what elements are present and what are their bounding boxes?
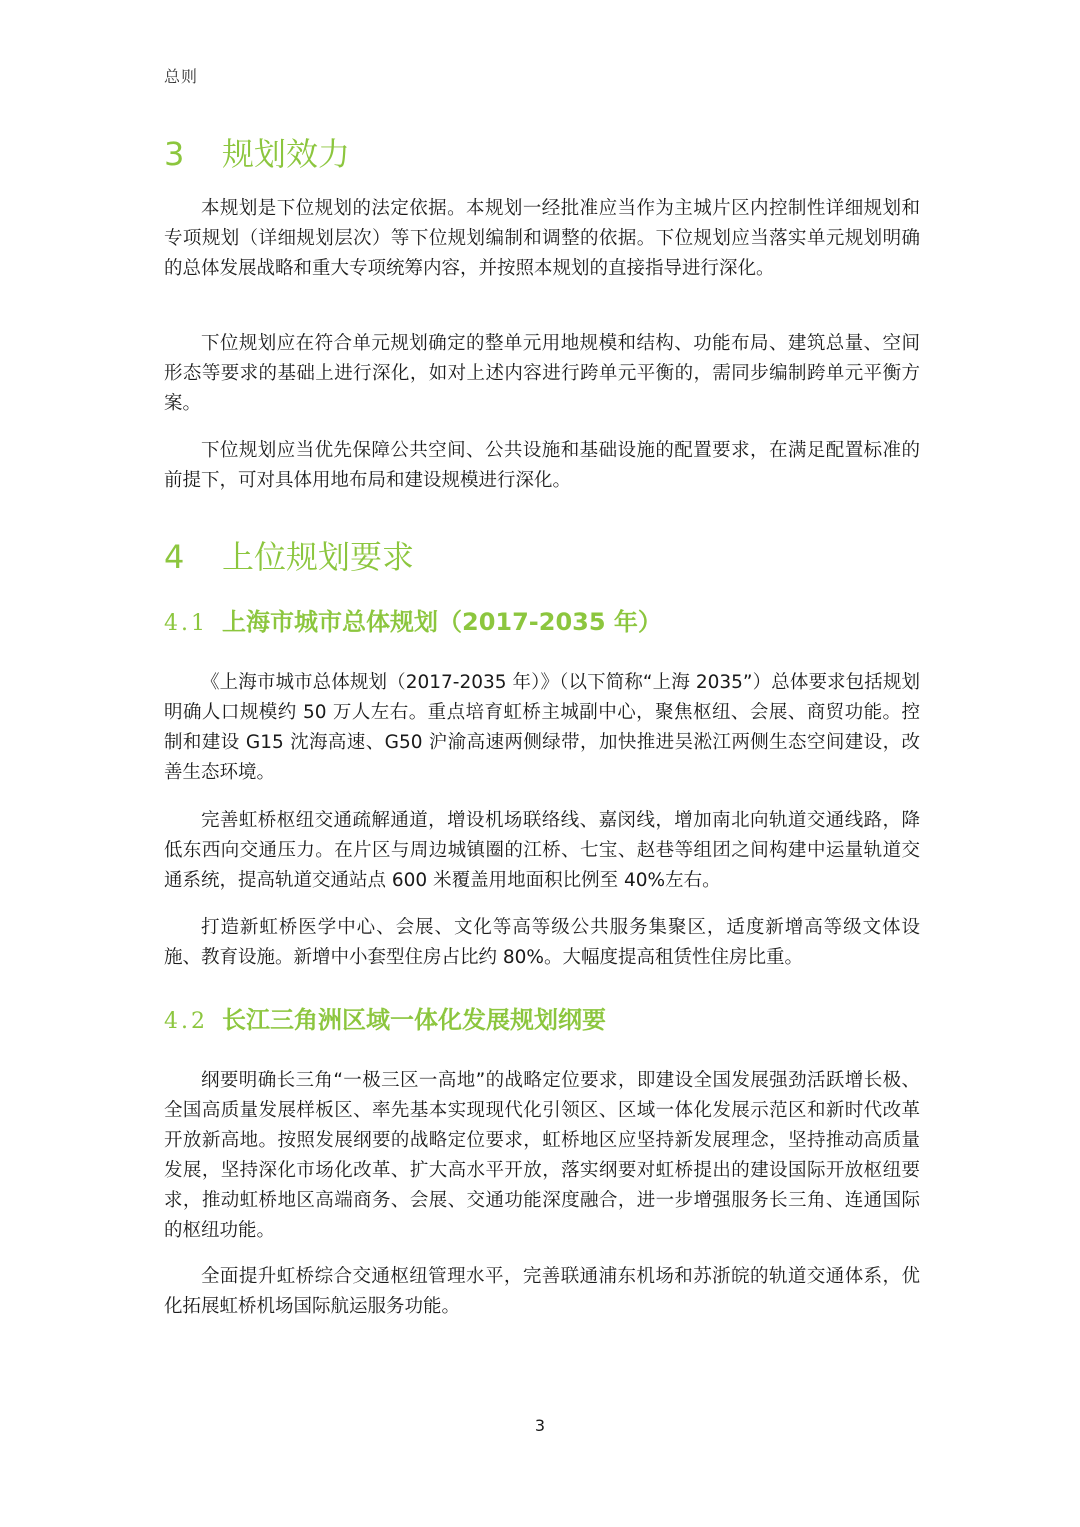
subsection-4-2-heading (164, 1004, 606, 1038)
section-4-heading (164, 537, 414, 577)
subsection-4-1-heading (164, 606, 662, 640)
subsection-4-1-paragraph-3: 打造新虹桥医学中心、会展、文化等高等级公共服务集聚区，适度新增高等级文体设施、教育设施。新增中小套型住房占比约 80%。大幅度提高租赁性住房比重。 (164, 917, 920, 968)
section-4-title: 上位规划要求 (222, 538, 415, 576)
subsection-4-2-paragraph-2: 全面提升虹桥综合交通枢纽管理水平，完善联通浦东机场和苏浙皖的轨道交通体系，优化拓展虹桥机场国际航运服务功能。 (164, 1266, 920, 1317)
section-3-paragraph-2: 下位规划应在符合单元规划确定的整单元用地规模和结构、功能布局、建筑总量、空间形态等要求的基础上进行深化，如对上述内容进行跨单元平衡的，需同步编制跨单元平衡方案。 (164, 333, 920, 414)
subsection-4-1-number: 4.1 (164, 611, 208, 636)
section-3-paragraph-3: 下位规划应当优先保障公共空间、公共设施和基础设施的配置要求，在满足配置标准的前提下，可对具体用地布局和建设规模进行深化。 (164, 440, 920, 491)
section-4-number: 4 (164, 538, 185, 576)
running-header: 总则 (164, 67, 199, 86)
subsection-4-1-paragraph-1: 《上海市城市总体规划（2017-2035 年）》（以下简称“上海 2035”）总体要求包括规划明确人口规模约 50 万人左右。重点培育虹桥主城副中心，聚焦枢纽、会展、商贸功能。控制和建设 G15 沈海高速、G50 沪渝高速两侧绿带，加快推进吴淞江两侧生态空间建设，改善生态环境。 (164, 672, 920, 783)
subsection-4-2-paragraph-1: 纲要明确长三角“一极三区一高地”的战略定位要求，即建设全国发展强劲活跃增长极、全国高质量发展样板区、率先基本实现现代化引领区、区域一体化发展示范区和新时代改革开放新高地。按照发展纲要的战略定位要求，虹桥地区应坚持新发展理念，坚持推动高质量发展，坚持深化市场化改革、扩大高水平开放，落实纲要对虹桥提出的建设国际开放枢纽要求，推动虹桥地区高端商务、会展、交通功能深度融合，进一步增强服务长三角、连通国际的枢纽功能。 (164, 1070, 920, 1241)
section-3-paragraph-1: 本规划是下位规划的法定依据。本规划一经批准应当作为主城片区内控制性详细规划和专项规划（详细规划层次）等下位规划编制和调整的依据。下位规划应当落实单元规划明确的总体发展战略和重大专项统筹内容，并按照本规划的直接指导进行深化。 (164, 198, 920, 279)
section-3-number: 3 (164, 135, 185, 173)
section-3-heading (164, 134, 350, 174)
section-3-title: 规划效力 (222, 135, 351, 173)
subsection-4-2-title: 长江三角洲区域一体化发展规划纲要 (222, 1006, 606, 1034)
subsection-4-1-paragraph-2: 完善虹桥枢纽交通疏解通道，增设机场联络线、嘉闵线，增加南北向轨道交通线路，降低东西向交通压力。在片区与周边城镇圈的江桥、七宝、赵巷等组团之间构建中运量轨道交通系统，提高轨道交通站点 600 米覆盖用地面积比例至 40%左右。 (164, 810, 920, 891)
page-number: 3 (534, 1416, 546, 1435)
subsection-4-1-title: 上海市城市总体规划（2017-2035 年） (222, 608, 662, 636)
subsection-4-2-number: 4.2 (164, 1009, 208, 1034)
